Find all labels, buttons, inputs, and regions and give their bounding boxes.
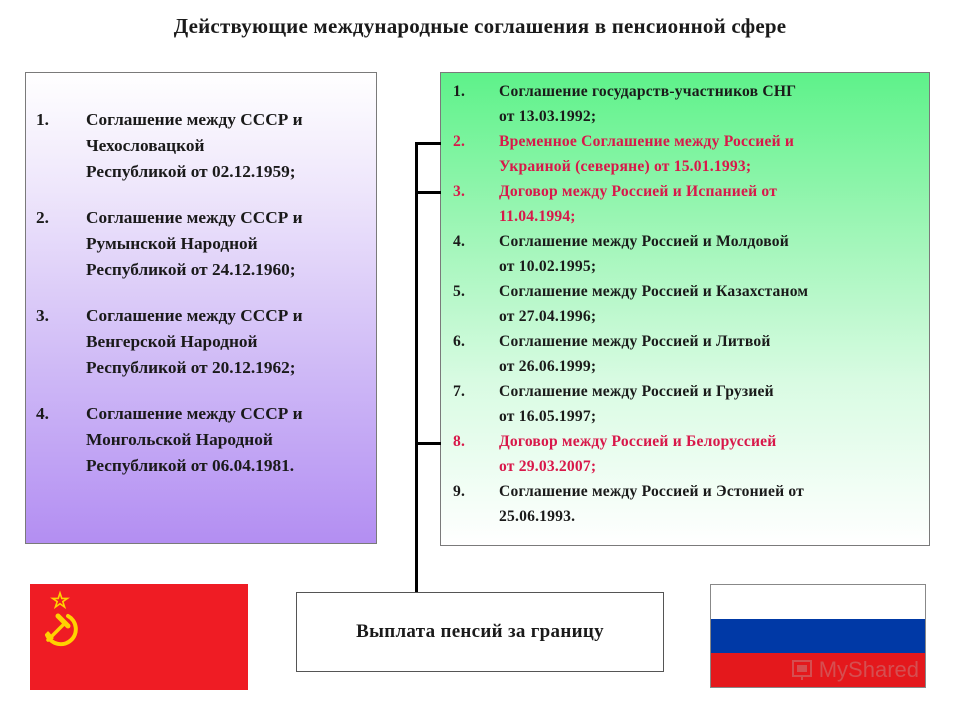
- item-number: 5.: [453, 283, 466, 300]
- list-item: [453, 429, 919, 479]
- page-title: Действующие международные соглашения в пенсионной сфере: [173, 14, 787, 38]
- item-number: 3.: [36, 306, 49, 325]
- item-number: 2.: [36, 208, 49, 227]
- list-item: [453, 279, 919, 329]
- list-item: [36, 401, 368, 479]
- list-item: [453, 129, 919, 179]
- item-number: 7.: [453, 383, 466, 400]
- list-item: [453, 229, 919, 279]
- item-text: Соглашение между Россией и Эстонией от 25.06.1993.: [499, 483, 805, 525]
- item-number: 3.: [453, 183, 466, 200]
- item-text: Соглашение между Россией и Казахстаном от 27.04.1996;: [499, 283, 809, 325]
- connector-branch-2: [415, 142, 441, 145]
- ussr-agreements-panel: [25, 72, 377, 544]
- item-text: Соглашение между СССР и Румынской Народной Республикой от 24.12.1960;: [86, 208, 303, 279]
- pension-payment-box: Выплата пенсий за границу: [296, 592, 664, 672]
- item-number: 4.: [36, 404, 49, 423]
- item-text: Соглашение между СССР и Монгольской Народной Республикой от 06.04.1981.: [86, 404, 303, 475]
- list-item: [453, 179, 919, 229]
- item-number: 2.: [453, 133, 466, 150]
- item-text: Соглашение между Россией и Литвой от 26.06.1999;: [499, 333, 771, 375]
- item-text: Соглашение между СССР и Венгерской Народной Республикой от 20.12.1962;: [86, 306, 303, 377]
- watermark-text: MyShared: [818, 657, 919, 682]
- hammer-sickle-star-icon: [30, 584, 248, 690]
- ussr-agreements-list: [26, 73, 376, 479]
- item-number: 1.: [453, 83, 466, 100]
- item-number: 6.: [453, 333, 466, 350]
- item-text: Соглашение между Россией и Грузией от 16.05.1997;: [499, 383, 774, 425]
- list-item: [36, 303, 368, 381]
- item-text: Договор между Россией и Белоруссией от 29.03.2007;: [499, 433, 777, 475]
- item-text: Договор между Россией и Испанией от 11.04.1994;: [499, 183, 778, 225]
- watermark: [791, 657, 919, 683]
- item-text: Соглашение между СССР и Чехословацкой Республикой от 02.12.1959;: [86, 110, 303, 181]
- list-item: [36, 107, 368, 185]
- item-text: Соглашение государств-участников СНГ от 13.03.1992;: [499, 83, 797, 125]
- item-number: 1.: [36, 110, 49, 129]
- item-text: Временное Соглашение между Россией и Украиной (северяне) от 15.01.1993;: [499, 133, 795, 175]
- watermark-logo-icon: [791, 658, 815, 682]
- item-number: 8.: [453, 433, 466, 450]
- ussr-flag: [30, 584, 248, 690]
- flag-blue-stripe: [711, 619, 925, 653]
- list-item: [453, 379, 919, 429]
- item-number: 9.: [453, 483, 466, 500]
- connector-vertical: [415, 143, 418, 593]
- russia-agreements-panel: [440, 72, 930, 546]
- item-text: Соглашение между Россией и Молдовой от 10.02.1995;: [499, 233, 789, 275]
- item-number: 4.: [453, 233, 466, 250]
- list-item: [453, 329, 919, 379]
- connector-branch-3: [415, 191, 441, 194]
- russia-agreements-list: [441, 73, 929, 529]
- list-item: [36, 205, 368, 283]
- list-item: [453, 479, 919, 529]
- russia-flag: [710, 584, 926, 688]
- list-item: [453, 79, 919, 129]
- connector-branch-8: [415, 442, 441, 445]
- flag-white-stripe: [711, 585, 925, 619]
